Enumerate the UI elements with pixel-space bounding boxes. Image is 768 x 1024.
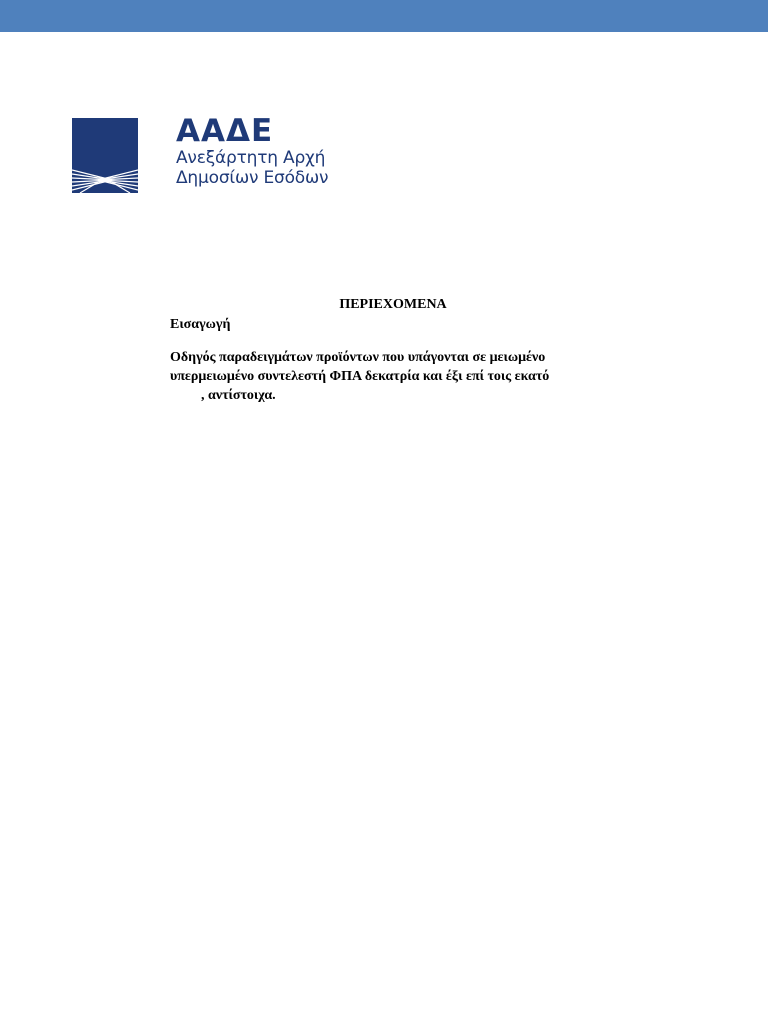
logo-abbreviation: ΑΑΔΕ <box>176 113 274 149</box>
aade-logo-icon <box>72 118 138 193</box>
logo-text <box>176 114 328 188</box>
logo-line-1: Ανεξάρτητη Αρχή <box>176 148 326 168</box>
toc-entry-guide-line-1: Οδηγός παραδειγμάτων προϊόντων που υπάγονται σε μειωμένο <box>170 350 546 365</box>
toc-entry-introduction[interactable]: Εισαγωγή <box>170 317 231 332</box>
toc-entry-guide[interactable] <box>170 348 620 405</box>
toc-entry-guide-line-3: , αντίστοιχα. <box>201 388 276 403</box>
header-bar <box>0 0 768 32</box>
toc-entry-guide-line-2: υπερμειωμένο συντελεστή ΦΠΑ δεκατρία και έξι επί τοις εκατό <box>170 369 550 384</box>
logo-line-2: Δημοσίων Εσόδων <box>176 168 329 188</box>
toc-title: ΠΕΡΙΕΧΟΜΕΝΑ <box>339 297 447 312</box>
